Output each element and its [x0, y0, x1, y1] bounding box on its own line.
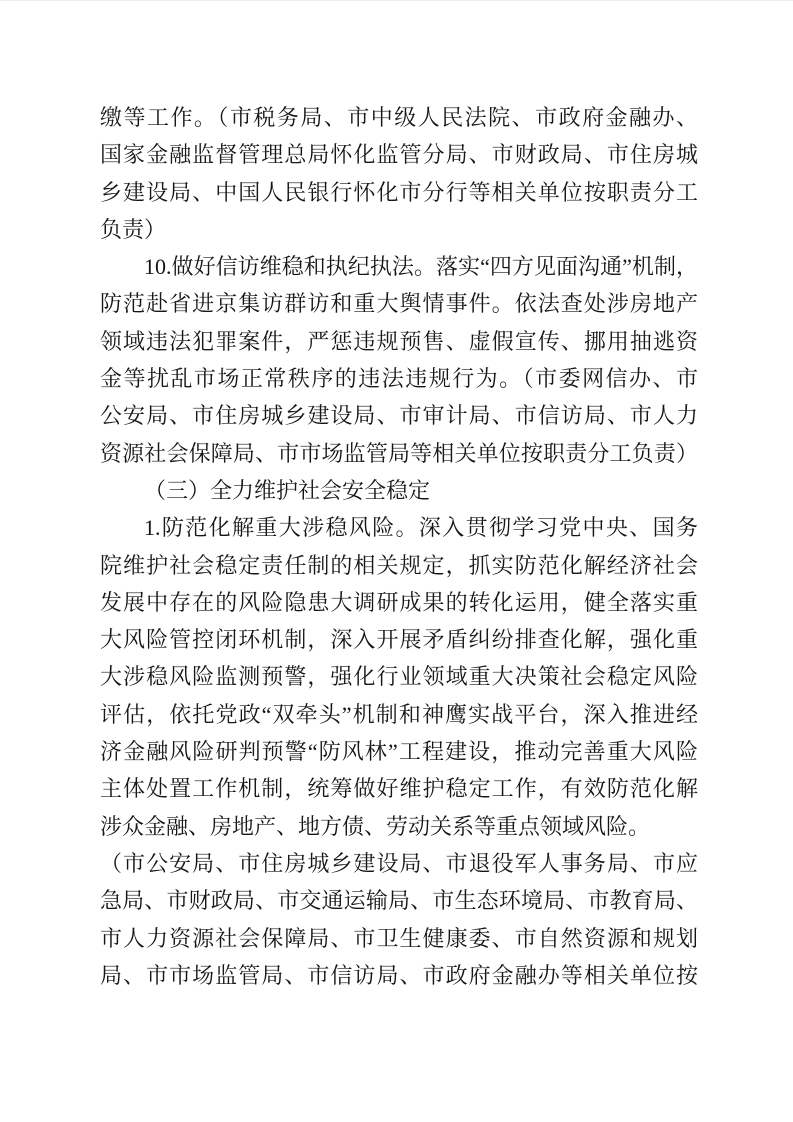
- text-line: 资源社会保障局、市市场监管局等相关单位按职责分工负责）: [100, 440, 698, 466]
- text-line: 局、市市场监管局、市信访局、市政府金融办等相关单位按: [100, 962, 698, 988]
- text-line: 急局、市财政局、市交通运输局、市生态环境局、市教育局、: [100, 888, 698, 914]
- text-line: 领域违法犯罪案件，严惩违规预售、虚假宣传、挪用抽逃资: [100, 328, 698, 354]
- section-heading: （三）全力维护社会安全稳定: [144, 477, 431, 503]
- text-line: 乡建设局、中国人民银行怀化市分行等相关单位按职责分工: [100, 179, 698, 205]
- text-line: （市公安局、市住房城乡建设局、市退役军人事务局、市应: [100, 850, 698, 876]
- text-line: 金等扰乱市场正常秩序的违法违规行为。（市委网信办、市: [100, 366, 698, 392]
- text-line: 国家金融监督管理总局怀化监管分局、市财政局、市住房城: [100, 142, 698, 168]
- text-line: 大涉稳风险监测预警，强化行业领域重大决策社会稳定风险: [100, 664, 698, 690]
- text-line: 负责）: [100, 216, 167, 242]
- text-line: 涉众金融、房地产、地方债、劳动关系等重点领域风险。: [100, 813, 651, 839]
- text-line: 济金融风险研判预警“防风林”工程建设，推动完善重大风险: [100, 739, 698, 765]
- text-line: 市人力资源社会保障局、市卫生健康委、市自然资源和规划: [100, 925, 698, 951]
- text-line: 大风险管控闭环机制，深入开展矛盾纠纷排查化解，强化重: [100, 627, 698, 653]
- text-line: 1.防范化解重大涉稳风险。深入贯彻学习党中央、国务: [144, 515, 698, 541]
- text-line: 发展中存在的风险隐患大调研成果的转化运用，健全落实重: [100, 589, 698, 615]
- text-line: 防范赴省进京集访群访和重大舆情事件。依法查处涉房地产: [100, 291, 698, 317]
- text-line: 评估，依托党政“双牵头”机制和神鹰实战平台，深入推进经: [100, 701, 698, 727]
- text-line: 主体处置工作机制，统筹做好维护稳定工作，有效防范化解: [100, 776, 698, 802]
- text-line: 10.做好信访维稳和执纪执法。落实“四方见面沟通”机制，: [144, 254, 698, 280]
- text-line: 院维护社会稳定责任制的相关规定，抓实防范化解经济社会: [100, 552, 698, 578]
- page-top-edge: [0, 0, 793, 1]
- document-body: [100, 99, 698, 994]
- text-line: 缴等工作。（市税务局、市中级人民法院、市政府金融办、: [100, 105, 698, 130]
- text-line: 公安局、市住房城乡建设局、市审计局、市信访局、市人力: [100, 403, 698, 429]
